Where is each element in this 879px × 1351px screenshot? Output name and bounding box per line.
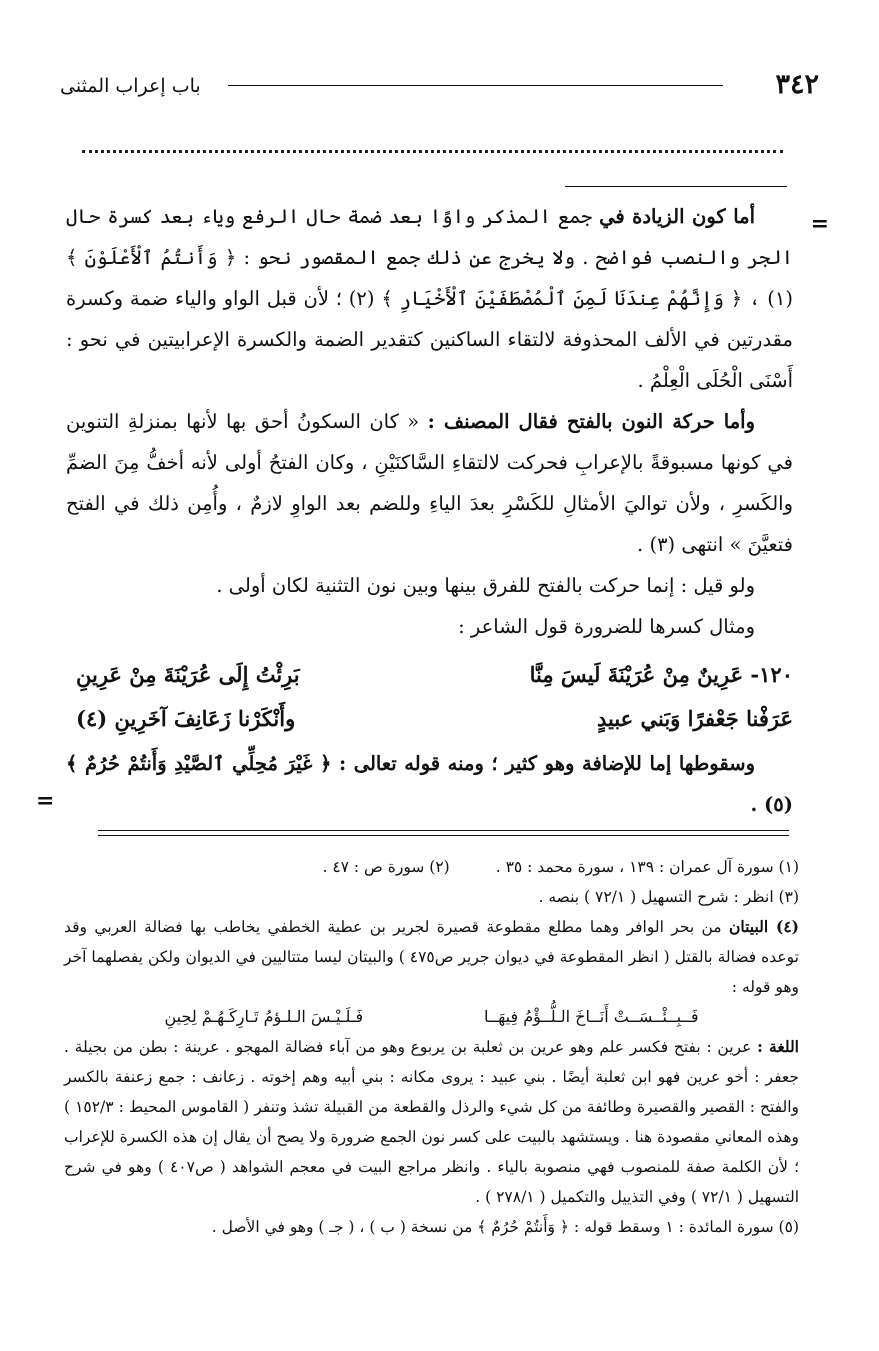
verse-line-2 bbox=[66, 697, 793, 741]
verse-hemistich-second: وأَنْكَرْنا زَعَانِفَ آخَرِينِ (٤) bbox=[76, 706, 296, 731]
paragraph-plural-ending bbox=[66, 196, 793, 401]
footnote-lexicon bbox=[64, 1032, 799, 1212]
footnote-row-1-2 bbox=[64, 852, 799, 882]
footnote-rule-thin bbox=[98, 835, 789, 836]
paragraph-lead: أما كون الزيادة في bbox=[599, 205, 756, 228]
paragraph-body: « كان السكونُ أحق بها لأنها بمنزلةِ التنوين في كونها مسبوقةً بالإعرابِ فحركت لالتقاءِ السَّاكنَيْنِ ، وكان الفتحُ أولى لأنه أخفُّ مِنَ الضمِّ والكَسرِ ، ولأن تواليَ الأمثالِ للكَسْرِ بعدَ الياءِ وللضم بعد الواوِ لازمٌ ، وأُمِن ذلك في الفتح فتعيَّنَ » انتهى (٣) . bbox=[66, 410, 793, 556]
paragraph-verse-intro: ومثال كسرها للضرورة قول الشاعر : bbox=[458, 615, 755, 638]
chapter-title: باب إعراب المثنى bbox=[60, 75, 201, 97]
footnotes bbox=[64, 852, 799, 1242]
paragraph-alternative: ولو قيل : إنما حركت بالفتح للفرق بينها وبين نون التثنية لكان أولى . bbox=[216, 574, 755, 597]
footnote-1: (١) سورة آل عمران : ١٣٩ ، سورة محمد : ٣٥ . bbox=[495, 858, 799, 876]
footnote-3: (٣) انظر : شرح التسهيل ( ٧٢/١ ) بنصه . bbox=[538, 888, 799, 906]
footnote-rule bbox=[98, 830, 789, 831]
running-header bbox=[60, 68, 819, 104]
paragraph-dropping-nun: وسقوطها إما للإضافة وهو كثير ؛ ومنه قوله تعالى : ﴿ غَيْرَ مُحِلِّي ٱلصَّيْدِ وَأَنتُمْ حُرُمٌ ﴾ (٥) . bbox=[66, 752, 793, 816]
continuation-marker-end: = bbox=[36, 788, 55, 814]
verse-hemistich-first: عَرَفْنا جَعْفرًا وَبَني عبيدٍ bbox=[596, 706, 793, 731]
footnote-5: (٥) سورة المائدة : ١ وسقط قوله : ﴿ وَأَنتُمْ حُرُمٌ ﴾ من نسخة ( ب ) ، ( جـ ) وهو في الأصل . bbox=[211, 1218, 799, 1236]
footnote-4-label: (٤) البيتان bbox=[728, 917, 799, 936]
footnote-2: (٢) سورة ص : ٤٧ . bbox=[322, 858, 450, 876]
header-rule bbox=[228, 85, 723, 86]
verse-hemistich-first: ١٢٠- عَرِينٌ مِنْ عُرَيْنَةَ لَيسَ مِنَّا bbox=[529, 662, 793, 687]
verse-line-1 bbox=[66, 653, 793, 697]
footnote-4-text: من بحر الوافر وهما مطلع مقطوعة قصيرة لجرير بن عطية الخطفي يخاطب بها فضالة العربي وقد توعده فضالة بالقتل ( انظر المقطوعة في ديوان جرير ص٤٧٥ ) والبيتان ليسا متتاليين في الديوان ولكن يفصلهما آخر وهو قوله : bbox=[64, 918, 799, 996]
footnote-verse bbox=[64, 1002, 799, 1032]
page-number: ٣٤٢ bbox=[775, 69, 819, 100]
footnote-verse-first: فَــبِــئْــسَــتْ أَنَــاخَ الـلُّــؤْمُ فِيهَــا bbox=[484, 1007, 699, 1026]
section-rule bbox=[565, 186, 787, 187]
paragraph-lead: وأما حركة النون بالفتح فقال المصنف : bbox=[427, 410, 755, 433]
lexicon-text: عرين : بفتح فكسر علم وهو عرين بن ثعلبة بن يربوع وهو من آباء فضالة المهجو . عرينة : بطن من بجيلة . جعفر : أخو عرين فهو ابن ثعلبة أيضًا . بني عبيد : يروى مكانه : بني أبيه وهم إخوته . زعانف : جمع زعنفة بالكسر والفتح : القصير والقصيرة وطائفة من كل شيء والرذل والقطعة من القبيلة تشذ وتنفر ( القاموس المحيط : ١٥٢/٣ ) وهذه المعاني مقصودة هنا . ويستشهد بالبيت على كسر نون الجمع ضرورة ولا يصح أن يقال إن هذه الكسرة للإعراب ؛ لأن الكلمة صفة للمنصوب فهي منصوبة بالياء . وانظر مراجع البيت في معجم الشواهد ( ص٤٠٧ ) وهو في شرح التسهيل ( ٧٢/١ ) وفي التذييل والتكميل ( ٢٧٨/١ ) . bbox=[64, 1038, 799, 1206]
dotted-separator bbox=[82, 150, 783, 153]
continuation-marker-start: = bbox=[810, 211, 829, 237]
main-text bbox=[66, 196, 793, 825]
footnote-verse-second: فَـلَـيْـسَ الـلـؤمُ تَـارِكَـهُـمْ لِحِينِ bbox=[164, 1007, 364, 1026]
verse-hemistich-second: بَرِئْتُ إِلَى عُرَيْنَةَ مِنْ عَرِينِ bbox=[76, 662, 300, 687]
poetry-verse bbox=[66, 653, 793, 741]
paragraph-nun-vowel bbox=[66, 401, 793, 565]
footnote-4 bbox=[64, 912, 799, 1002]
lexicon-label: اللغة : bbox=[757, 1037, 799, 1056]
paragraph-body: جمع المذكر واوًا بعد ضمة حال الرفع وياء بعد كسرة حال الجر والنصب فواضح . ولا يخرج عن ذلك جمع المقصور نحو : ﴿ وَأَنتُمُ ٱلْأَعْلَوْنَ ﴾ (١) ، ﴿ وَإِنَّهُمْ عِندَنَا لَمِنَ ٱلْمُصْطَفَيْنَ ٱلْأَخْيَارِ ﴾ (٢) ؛ لأن قبل الواو والياء ضمة وكسرة مقدرتين في الألف المحذوفة لالتقاء الساكنين كتقدير الضمة والكسرة الإعرابيتين في نحو : أَسْنَى الْحُلَى الْعِلْمُ . bbox=[66, 205, 793, 392]
